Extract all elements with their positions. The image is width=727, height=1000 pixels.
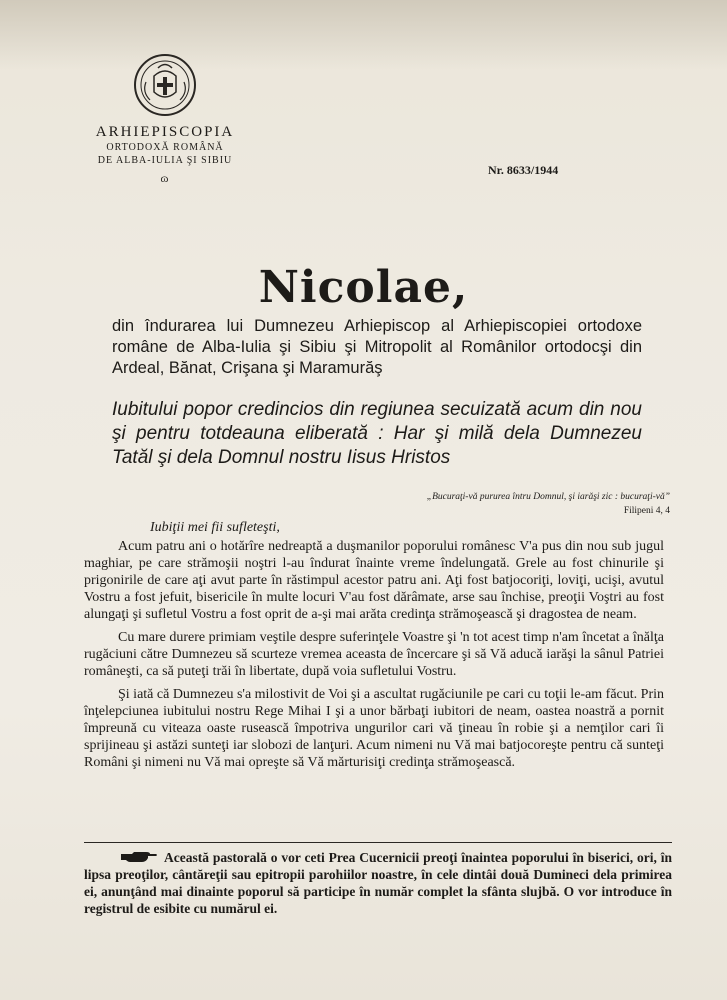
reading-instructions [84, 849, 672, 917]
org-subtitle: ORTODOXĂ ROMÂNĂ [106, 142, 224, 153]
pointing-hand-icon [120, 850, 158, 864]
letterhead [70, 52, 260, 186]
title-subtitle: din îndurarea lui Dumnezeu Arhiepiscop al Arhiepiscopiei ortodoxe române de Alba-Iulia şi Sibiu şi Mitropolit al Românilor ortodocşi din Ardeal, Bănat, Crişana şi Maramurăş [112, 317, 642, 377]
org-name: ARHIEPISCOPIA [95, 124, 235, 140]
paragraph: Şi iată că Dumnezeu s'a milostivit de Voi şi a ascultat rugăciunile pe cari cu toţii le-am făcut. Prin înţelepciunea iubitului nostru Rege Mihai I şi a unor bărbaţi iubitori de neam, oastea noastră a pornit împreună cu viteaza oaste rusească împotriva ungurilor cari vă ţineau în robie şi a nemţilor cari îi sprijineau şi astăzi sunteţi iar slobozi de lanţuri. Acum nimeni nu Vă mai batjocoreşte pentru că sunteţi Români şi nimeni nu Vă mai opreşte să Vă mărturisiţi credinţa strămoşească. [84, 687, 664, 770]
document-number: Nr. 8633/1944 [488, 163, 559, 177]
paragraph: Acum patru ani o hotărîre nedreaptă a duşmanilor poporului românesc V'a pus din nou sub jugul maghiar, pe care strămoşii noştri l-au îndurat înainte vreme îndelungată. Grele au fost chinurile şi prigonirile de care aţi avut parte în răstimpul acestor patru ani. Aţi fost batjocoriţi, loviţi, ucişi, avutul Vostru a fost jefuit, bisericile în multe locuri V'au fost dărâmate, arse sau închise, preoţii Voştri au fost alungaţi şi sufletul Vostru a fost oprit de a-şi mai arăta credinţa strămoşească şi dragostea de neam. [84, 539, 664, 622]
letter-body [84, 538, 664, 777]
note-text: Această pastorală o vor ceti Prea Cucernicii preoţi înaintea poporului în biserici, ori, în lipsa preoţilor, cântăreţii sau epitropii parohiilor noastre, în cele dintâi două Dumineci dela primirea ei, anunţând mai dinainte poporul să participe în număr complet la sfânta slujbă. O vor introduce în registrul de esibite cu numărul ei. [84, 850, 672, 916]
org-location: DE ALBA-IULIA ŞI SIBIU [97, 155, 233, 166]
greeting: Iubitului popor credincios din regiunea secuizată acum din nou şi pentru totdeauna eliberată : Har şi milă dela Dumnezeu Tatăl şi dela Domnul nostru Iisus Hristos [112, 399, 642, 468]
salutation: Iubiţii mei fii sufleteşti, [150, 520, 280, 535]
epigraph-reference: Filipeni 4, 4 [623, 506, 670, 516]
archdiocese-seal-icon [132, 52, 198, 118]
epigraph-quote: „Bucuraţi-vă pururea întru Domnul, şi iarăşi zic : bucuraţi-vă” [426, 492, 670, 502]
divider [84, 842, 672, 843]
ornament: ɷ [160, 171, 170, 185]
paragraph: Cu mare durere primiam veştile despre suferinţele Voastre şi 'n tot acest timp n'am încetat a înălţa rugăciuni către Dumnezeu să scurteze vremea aceasta de încercare şi să Vă aducă iarăşi la sânul Patriei româneşti, ca să puteţi trăi în libertate, după voia sufletului Vostru. [84, 630, 664, 679]
page-title: Nicolae, [258, 262, 469, 313]
